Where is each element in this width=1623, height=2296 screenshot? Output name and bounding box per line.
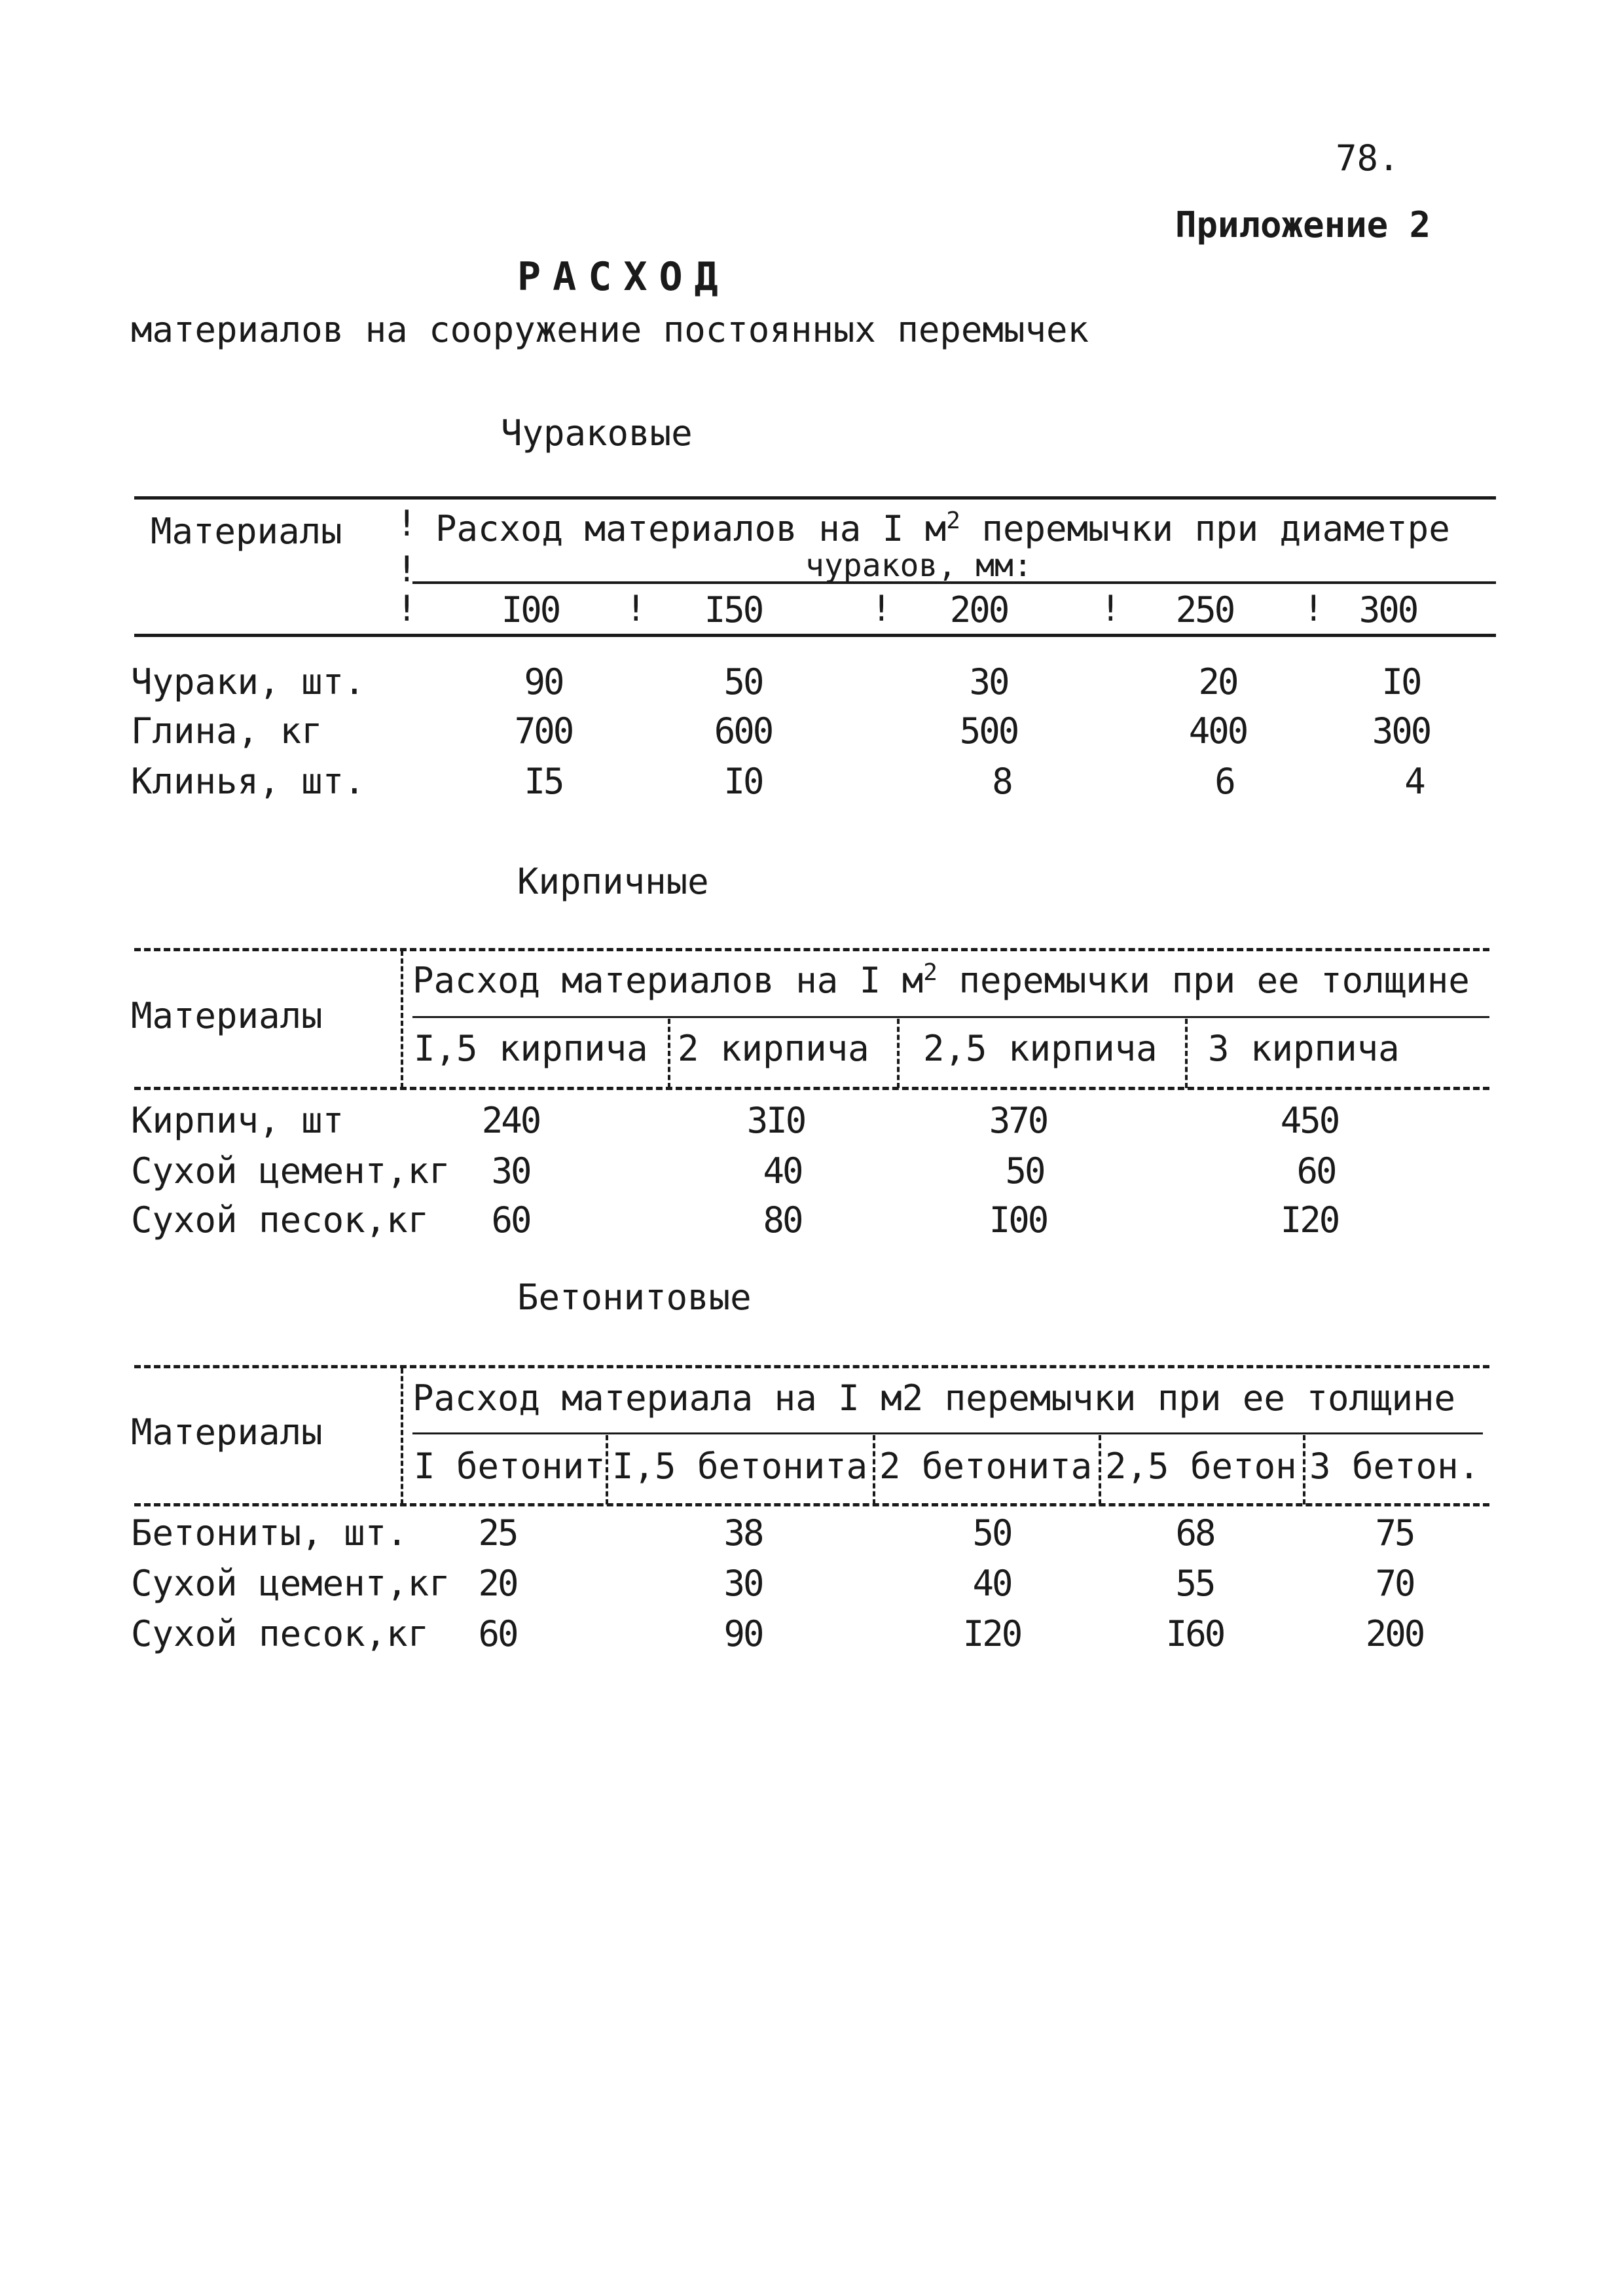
table3-col0-header: Материалы [131, 1412, 323, 1453]
table1-divider: ! [1303, 588, 1324, 629]
table1-divider: ! [396, 588, 418, 629]
table3-cell: 68 [1175, 1512, 1214, 1554]
table1-cell: 20 [1198, 661, 1237, 702]
table1-cell: 400 [1188, 710, 1247, 752]
table1-row-label: Глина, кг [131, 710, 323, 752]
document-title: РАСХОД [517, 254, 730, 300]
table2-bottom-rule [134, 1087, 1489, 1090]
table2-row-label: Сухой песок,кг [131, 1199, 429, 1241]
table3-col-header: I,5 бетонита [612, 1446, 868, 1487]
table1-header: Расход материалов на I $м^2$ перемычки при диаметре [435, 507, 1450, 549]
table3-divider [1303, 1435, 1305, 1504]
table1-cell: 600 [714, 710, 773, 752]
table3-cell: 25 [478, 1512, 517, 1554]
table1-header-rule [412, 581, 1496, 584]
table2-cell: 240 [481, 1100, 540, 1141]
table3-cell: 200 [1365, 1613, 1424, 1654]
table1-col-header: 200 [949, 589, 1008, 630]
table1-bottom-rule [134, 634, 1496, 637]
section-title-kirpich: Кирпичные [517, 861, 709, 902]
table2-cell: 60 [1296, 1150, 1336, 1192]
document-subtitle: материалов на сооружение постоянных перемычек [131, 309, 1089, 350]
table2-divider [668, 1019, 670, 1088]
table1-cell: I0 [723, 761, 763, 802]
table3-col-header: 3 бетон. [1309, 1446, 1480, 1487]
table3-header: Расход материала на I м2 перемычки при ее толщине [412, 1377, 1456, 1419]
table3-cell: 20 [478, 1563, 517, 1604]
table1-col-header: 300 [1359, 589, 1417, 630]
table3-header-rule [412, 1432, 1483, 1434]
table3-row-label: Сухой песок,кг [131, 1613, 429, 1654]
table1-cell: 500 [959, 710, 1018, 752]
table2-divider [897, 1019, 900, 1088]
table2-cell: 3I0 [746, 1100, 805, 1141]
table3-cell: 30 [723, 1563, 763, 1604]
table3-divider [1099, 1435, 1101, 1504]
table1-divider: ! [396, 503, 418, 544]
table3-divider [606, 1435, 608, 1504]
table2-cell: 450 [1280, 1100, 1339, 1141]
table3-col-header: I бетонит [414, 1446, 606, 1487]
table1-cell: 4 [1404, 761, 1424, 802]
table1-row-label: Клинья, шт. [131, 761, 365, 802]
table1-cell: I0 [1381, 661, 1421, 702]
table1-cell: 8 [992, 761, 1012, 802]
table1-divider: ! [396, 549, 418, 590]
table2-divider [1185, 1019, 1188, 1088]
table1-cell: 30 [969, 661, 1008, 702]
table3-cell: 50 [972, 1512, 1012, 1554]
table2-row-label: Кирпич, шт [131, 1100, 344, 1141]
table1-row-label: Чураки, шт. [131, 661, 365, 702]
table2-col-header: 3 кирпича [1208, 1028, 1400, 1069]
table2-row-label: Сухой цемент,кг [131, 1150, 450, 1192]
page-number: 78. [1336, 137, 1400, 179]
table1-col-header: I00 [501, 589, 560, 630]
table3-col-header: 2 бетонита [879, 1446, 1093, 1487]
table2-cell: I00 [989, 1199, 1048, 1241]
table2-col-header: 2 кирпича [678, 1028, 869, 1069]
section-title-betonit: Бетонитовые [517, 1277, 752, 1318]
section-title-churak: Чураковые [501, 412, 693, 454]
table2-col0-header: Материалы [131, 995, 323, 1036]
table2-header-rule [412, 1016, 1489, 1018]
table1-top-rule [134, 496, 1496, 500]
table3-row-label: Сухой цемент,кг [131, 1563, 450, 1604]
table1-cell: 90 [524, 661, 563, 702]
table1-cell: 300 [1372, 710, 1431, 752]
table1-cell: 700 [514, 710, 573, 752]
table2-top-rule [134, 948, 1489, 951]
table2-divider [401, 951, 403, 1088]
table1-divider: ! [625, 588, 647, 629]
table3-divider [401, 1368, 403, 1504]
table3-top-rule [134, 1365, 1489, 1368]
table1-cell: 50 [723, 661, 763, 702]
table2-cell: 370 [989, 1100, 1048, 1141]
table2-cell: 40 [763, 1150, 802, 1192]
table1-cell: I5 [524, 761, 563, 802]
table3-cell: 40 [972, 1563, 1012, 1604]
table3-cell: 70 [1375, 1563, 1414, 1604]
table2-cell: 50 [1005, 1150, 1044, 1192]
table1-col-header: 250 [1175, 589, 1234, 630]
table1-col-header: I50 [704, 589, 763, 630]
table3-cell: 55 [1175, 1563, 1214, 1604]
table3-bottom-rule [134, 1503, 1489, 1506]
table2-header: Расход материалов на I $м^2$ перемычки при ее толщине [412, 959, 1470, 1001]
table1-col0-header: Материалы [151, 511, 342, 552]
table3-row-label: Бетониты, шт. [131, 1512, 408, 1554]
table2-col-header: I,5 кирпича [414, 1028, 648, 1069]
table3-cell: 60 [478, 1613, 517, 1654]
table3-cell: I20 [962, 1613, 1021, 1654]
table2-cell: 80 [763, 1199, 802, 1241]
table3-cell: 90 [723, 1613, 763, 1654]
table2-cell: 30 [491, 1150, 530, 1192]
table3-divider [873, 1435, 875, 1504]
table3-col-header: 2,5 бетон [1105, 1446, 1297, 1487]
table2-col-header: 2,5 кирпича [923, 1028, 1158, 1069]
table3-cell: 38 [723, 1512, 763, 1554]
table1-divider: ! [1100, 588, 1122, 629]
table1-cell: 6 [1214, 761, 1234, 802]
table1-divider: ! [871, 588, 892, 629]
table1-header-line2: чураков, мм: [805, 547, 1032, 584]
appendix-label: Приложение 2 [1175, 204, 1431, 246]
table3-cell: 75 [1375, 1512, 1414, 1554]
table3-cell: I60 [1165, 1613, 1224, 1654]
table2-cell: 60 [491, 1199, 530, 1241]
table2-cell: I20 [1280, 1199, 1339, 1241]
